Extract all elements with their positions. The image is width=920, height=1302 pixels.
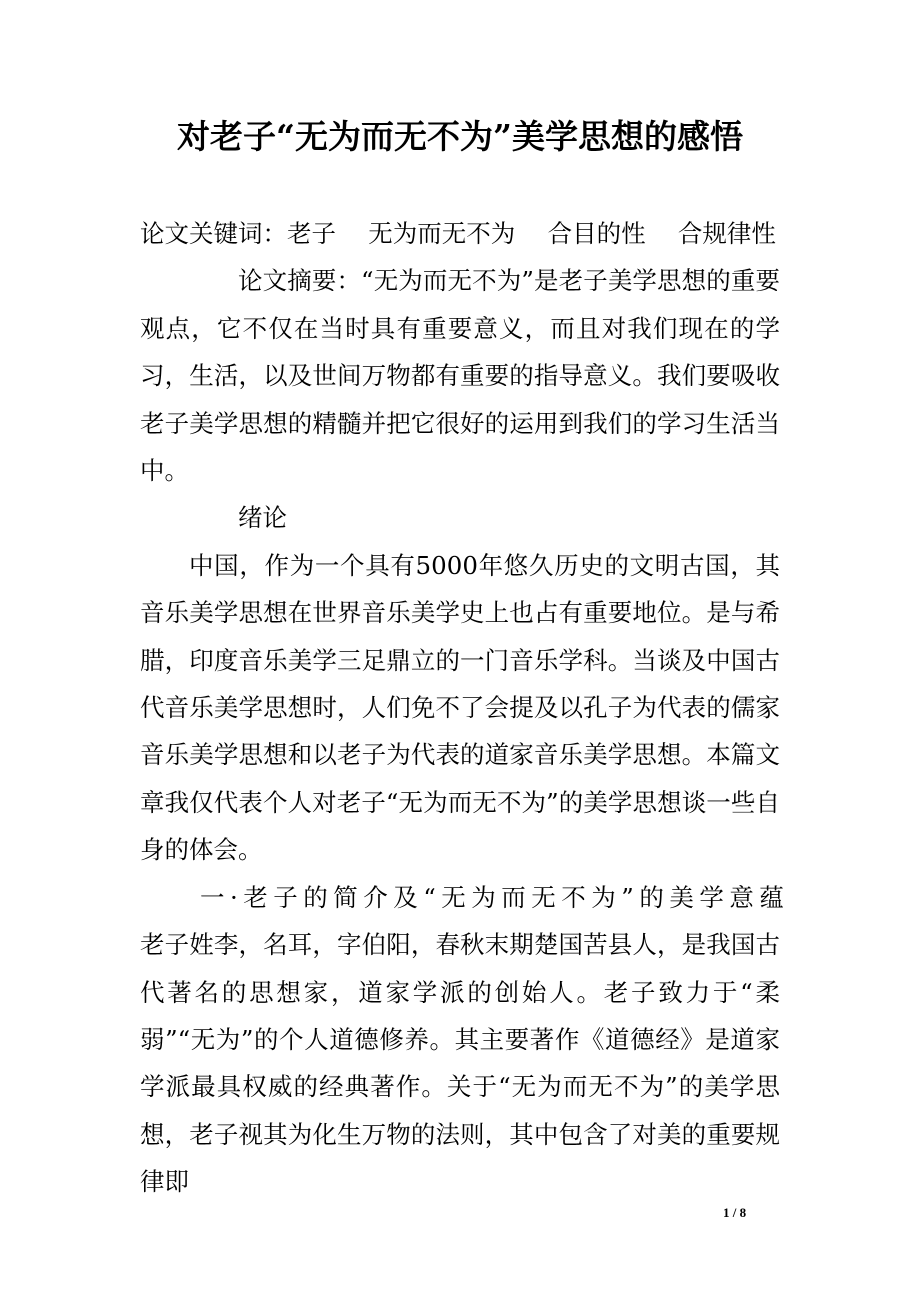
document-body bbox=[140, 210, 790, 1206]
section-heading: 一·老子的简介及“无为而无不为”的美学意蕴 bbox=[200, 882, 790, 912]
section-paragraph: 老子姓李，名耳，字伯阳，春秋末期楚国苦县人，是我国古代著名的思想家，道家学派的创始人。老子致力于“柔弱”“无为”的个人道德修养。其主要著作《道德经》是道家学派最具权威的经典著作。关于“无为而无不为”的美学思想，老子视其为化生万物的法则，其中包含了对美的重要规律即 bbox=[140, 930, 780, 1197]
keywords-line: 论文关键词：老子 无为而无不为 合目的性 合规律性 bbox=[140, 219, 776, 248]
page-number: 1 / 8 bbox=[723, 1205, 747, 1220]
document-title: 对老子“无为而无不为”美学思想的感悟 bbox=[177, 117, 743, 156]
intro-heading: 绪论 bbox=[238, 503, 287, 533]
intro-paragraph: 中国，作为一个具有5000年悠久历史的文明古国，其音乐美学思想在世界音乐美学史上也占有重要地位。是与希腊，印度音乐美学三足鼎立的一门音乐学科。当谈及中国古代音乐美学思想时，人们免不了会提及以孔子为代表的儒家音乐美学思想和以老子为代表的道家音乐美学思想。本篇文章我仅代表个人对老子“无为而无不为”的美学思想谈一些自身的体会。 bbox=[140, 550, 780, 865]
abstract-paragraph: 论文摘要：“无为而无不为”是老子美学思想的重要观点，它不仅在当时具有重要意义，而且对我们现在的学习，生活，以及世间万物都有重要的指导意义。我们要吸收老子美学思想的精髓并把它很好的运用到我们的学习生活当中。 bbox=[140, 266, 780, 486]
